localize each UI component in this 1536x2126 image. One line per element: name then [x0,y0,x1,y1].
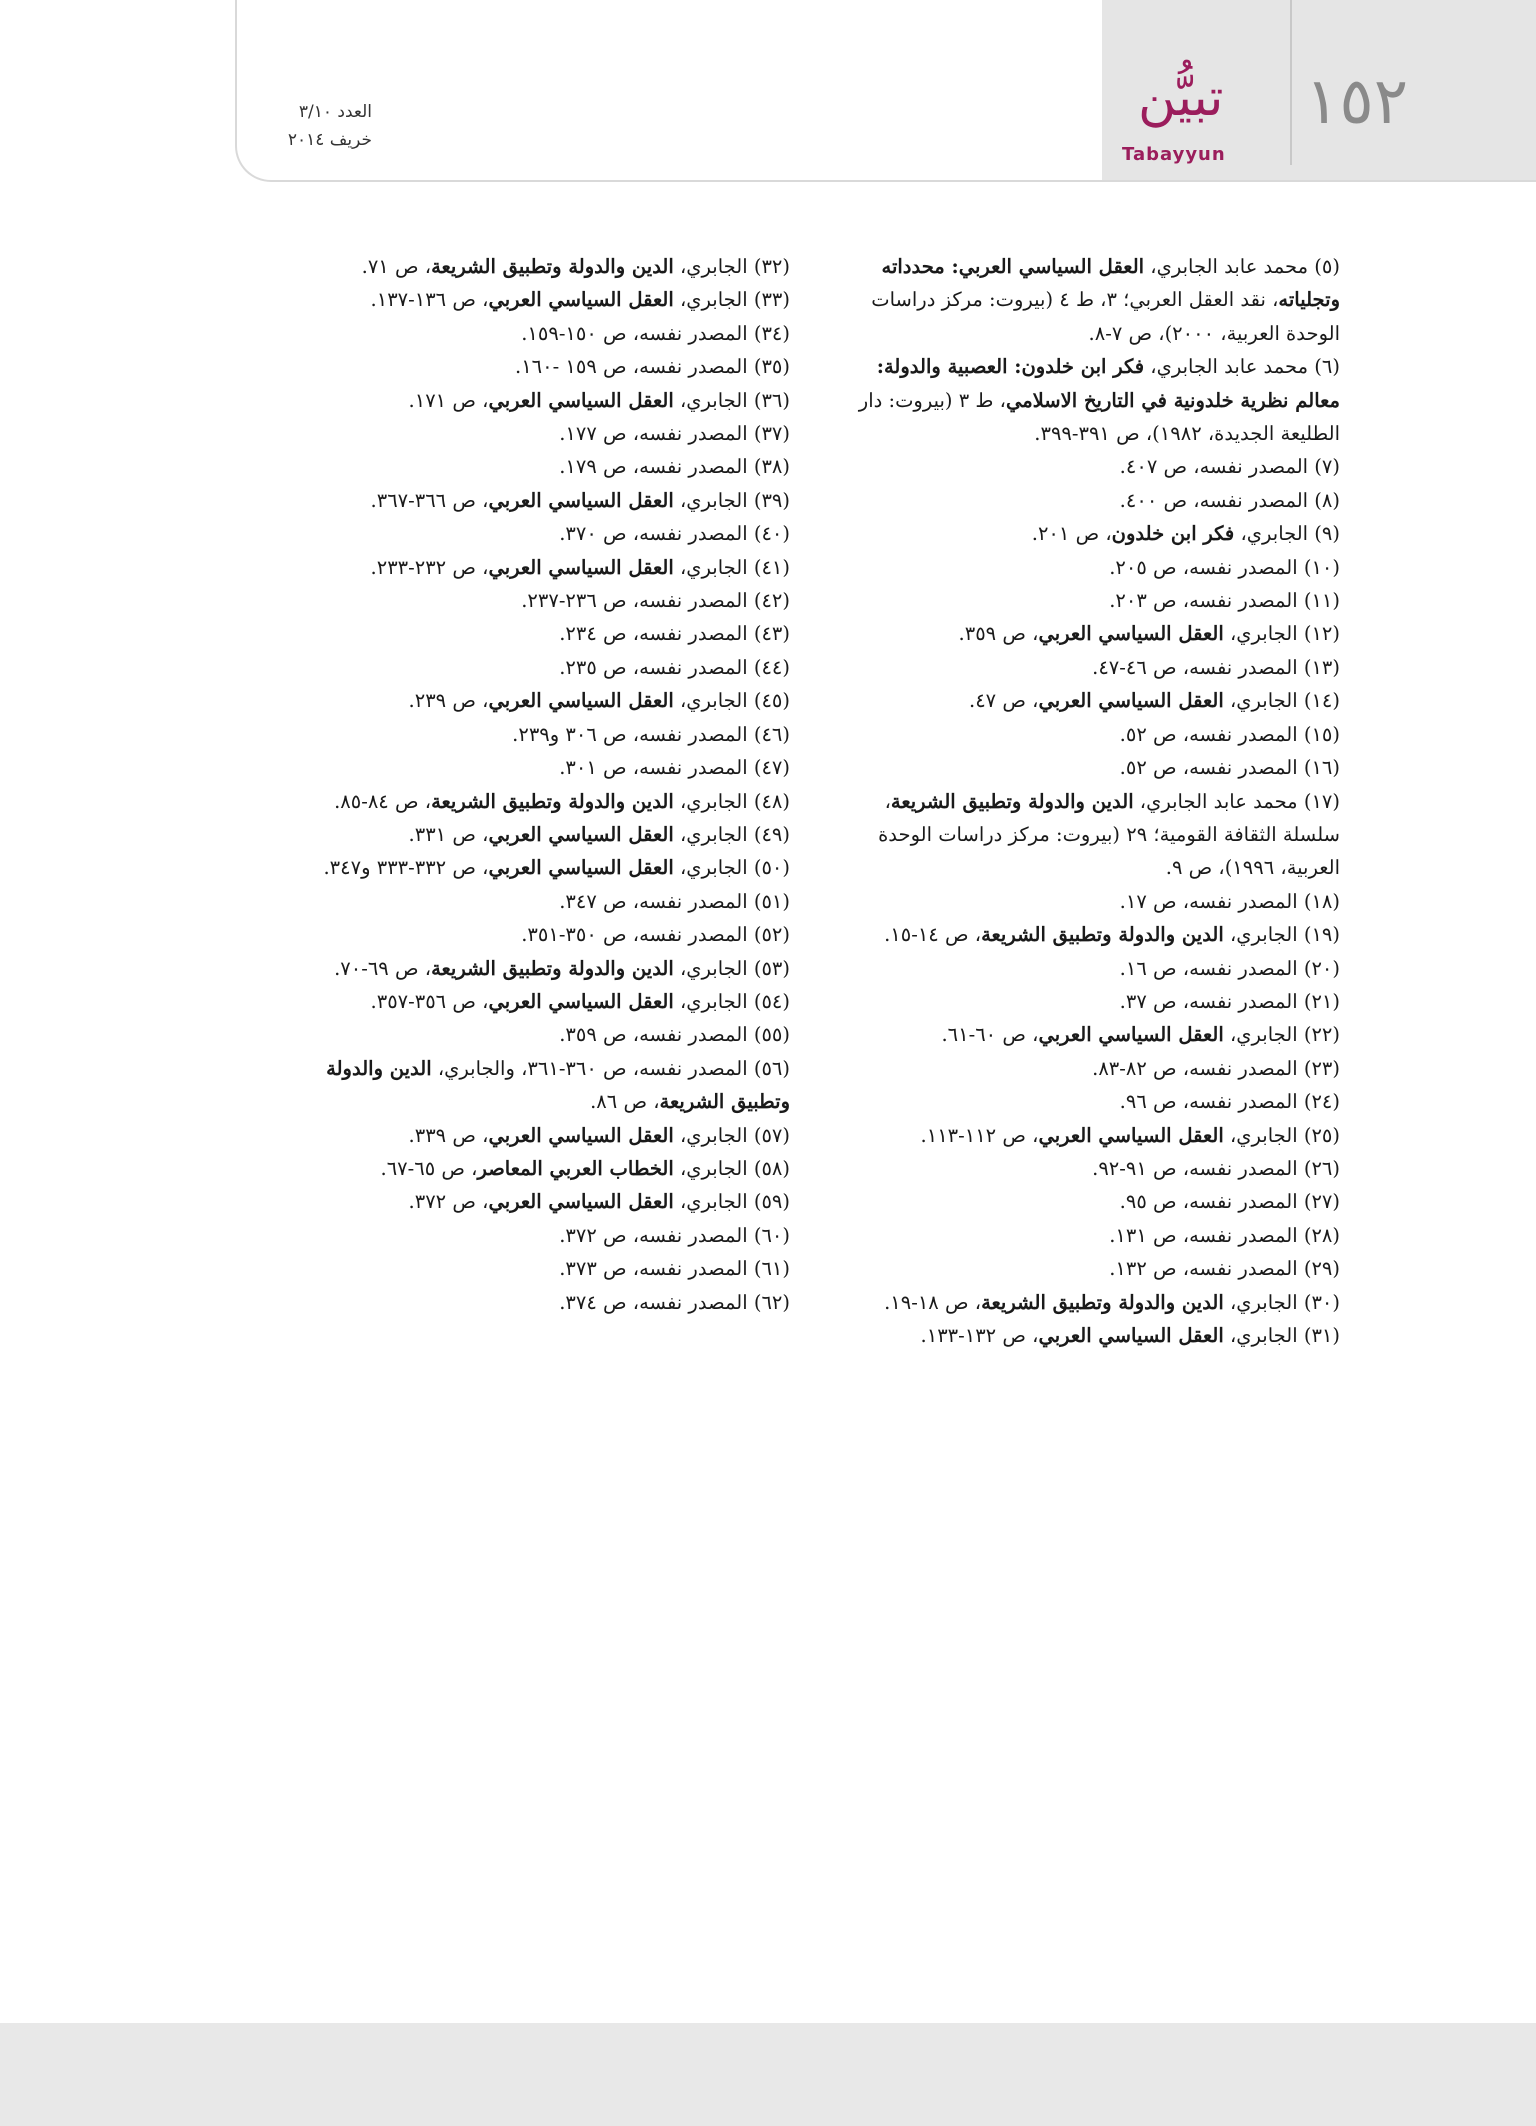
endnote-text: (٣٣) الجابري، [673,288,790,312]
endnote-title: العقل السياسي العربي [488,989,674,1013]
endnote [282,1252,790,1285]
endnote-text: ، ص ١١٢-١١٣. [920,1123,1039,1147]
endnote-title: العقل السياسي العربي [488,822,674,846]
endnote-text: (٤٠) المصدر نفسه، ص ٣٧٠. [559,522,790,546]
endnote-text: (٥٩) الجابري، [673,1190,790,1214]
endnote [835,1185,1340,1218]
endnote-text: (٢٨) المصدر نفسه، ص ١٣١. [1109,1223,1340,1247]
endnote [282,684,790,717]
endnote-title: العقل السياسي العربي [488,689,674,713]
endnote [835,1252,1340,1285]
endnote-text: (٥٨) الجابري، [673,1156,790,1180]
endnote [835,1085,1340,1118]
endnote [282,1185,790,1218]
endnote-text: (١٢) الجابري، [1223,622,1340,646]
endnote-title: الدين والدولة وتطبيق الشريعة [431,789,674,813]
endnote [282,918,790,951]
endnote-text: (٩) الجابري، [1234,522,1340,546]
endnote-text: ، ص ١٤-١٥. [884,923,982,947]
endnote [282,384,790,417]
endnote-title: الدين والدولة وتطبيق الشريعة [431,956,674,980]
endnote-title: العقل السياسي العربي [488,856,674,880]
endnote-text: (١٣) المصدر نفسه، ص ٤٦-٤٧. [1092,655,1340,679]
endnote [835,450,1340,483]
endnote [282,885,790,918]
endnote-text: ، ص ٧١. [361,255,432,278]
endnote-text: (٥٠) الجابري، [673,856,790,880]
endnote-text: ، ص ٣٣٢-٣٣٣ و٣٤٧. [323,856,489,880]
endnote-text: (٣٦) الجابري، [673,388,790,412]
endnote [282,484,790,517]
endnote-title: العقل السياسي العربي [1038,1324,1224,1347]
endnote [282,1018,790,1051]
endnote-text: (٣٥) المصدر نفسه، ص ١٥٩ -١٦٠. [514,355,790,379]
endnote-text: (٦) محمد عابد الجابري، [1144,355,1340,379]
endnote-text: (٤٨) الجابري، [673,789,790,813]
endnote-text: ، ص ٣٦٦-٣٦٧. [370,488,489,512]
issue-info [262,98,372,154]
endnote-text: ، ص ٣٥٦-٣٥٧. [370,989,489,1013]
endnote-title: فكر ابن خلدون [1111,522,1235,546]
endnote-text: ، ص ٢٣٢-٢٣٣. [370,555,489,579]
endnote-text: (٤٢) المصدر نفسه، ص ٢٣٦-٢٣٧. [521,589,790,613]
endnote-text: ، نقد العقل العربي؛ ٣، ط ٤ (بيروت: مركز دراسات الوحدة العربية، ٢٠٠٠)، ص ٧-٨. [871,288,1340,345]
endnote [835,918,1340,951]
endnote-text: (١١) المصدر نفسه، ص ٢٠٣. [1109,589,1340,613]
endnote-title: العقل السياسي العربي [488,288,674,312]
endnote-text: (٤٦) المصدر نفسه، ص ٣٠٦ و٢٣٩. [512,722,790,746]
endnote [835,684,1340,717]
endnote-text: (٤٤) المصدر نفسه، ص ٢٣٥. [559,655,790,679]
endnote [282,1152,790,1185]
endnote [282,1219,790,1252]
endnote-text: (٦١) المصدر نفسه، ص ٣٧٣. [559,1257,790,1281]
endnote-text: (٢٧) المصدر نفسه، ص ٩٥. [1119,1190,1340,1214]
endnote [282,417,790,450]
endnote [282,751,790,784]
endnote-text: (٣٧) المصدر نفسه، ص ١٧٧. [559,422,790,446]
logo-latin-text: Tabayyun [1122,144,1226,165]
endnote [835,785,1340,885]
endnote [835,1018,1340,1051]
endnote-text: (٢٢) الجابري، [1223,1023,1340,1047]
endnote [282,317,790,350]
endnote [835,952,1340,985]
endnote [282,818,790,851]
endnote [282,1052,790,1119]
endnote [835,1152,1340,1185]
endnote-text: (٥٢) المصدر نفسه، ص ٣٥٠-٣٥١. [521,923,790,947]
page-number: ١٥٢ [1305,65,1409,139]
endnote-text: (٣٢) الجابري، [673,255,790,278]
endnote [835,1319,1340,1352]
endnote [282,718,790,751]
endnote [282,985,790,1018]
endnote-title: الدين والدولة وتطبيق الشريعة [431,255,674,278]
endnote-text: (٥٥) المصدر نفسه، ص ٣٥٩. [559,1023,790,1047]
endnote-title: الدين والدولة وتطبيق الشريعة [981,1290,1224,1314]
endnote [282,584,790,617]
endnote [282,952,790,985]
endnote-text: ، ص ٣٣١. [408,822,489,846]
endnote-title: فكر ابن خلدون: العصبية والدولة: معالم نظرية خلدونية في التاريخ الاسلامي [876,355,1340,412]
endnote-text: (١٤) الجابري، [1223,689,1340,713]
endnote-title: العقل السياسي العربي: محدداته وتجلياته [881,255,1340,312]
endnote-text: (٧) المصدر نفسه، ص ٤٠٧. [1119,455,1340,479]
endnote [282,651,790,684]
endnote-text: (١٨) المصدر نفسه، ص ١٧. [1119,889,1340,913]
footer-band [0,2023,1536,2126]
endnote-text: ، ص ٢٠١. [1031,522,1112,546]
endnote-text: (٢٣) المصدر نفسه، ص ٨٢-٨٣. [1092,1056,1340,1080]
endnote-text: ، ص ١٣٦-١٣٧. [370,288,489,312]
endnote-title: العقل السياسي العربي [488,1123,674,1147]
endnote-title: الخطاب العربي المعاصر [477,1156,674,1180]
endnote-title: العقل السياسي العربي [1038,622,1224,646]
endnote-text: (٣٩) الجابري، [673,488,790,512]
endnote-text: (٣٤) المصدر نفسه، ص ١٥٠-١٥٩. [521,321,790,345]
endnote [835,517,1340,550]
endnote-text: ، ص ٨٤-٨٥. [334,789,432,813]
endnote-text: (٢٤) المصدر نفسه، ص ٩٦. [1119,1090,1340,1114]
endnote [835,551,1340,584]
endnote [282,450,790,483]
endnote-title: الدين والدولة وتطبيق الشريعة [326,1056,790,1114]
endnote-text: (٥٧) الجابري، [673,1123,790,1147]
endnote [282,551,790,584]
endnote-text: ، ص ٨٦. [590,1090,660,1114]
endnote-text: (٤٩) الجابري، [673,822,790,846]
endnote-title: العقل السياسي العربي [1038,1123,1224,1147]
endnote [282,851,790,884]
endnote-text: (٥) محمد عابد الجابري، [1144,255,1340,278]
issue-season: خريف ٢٠١٤ [287,130,372,150]
endnote-text: (١٧) محمد عابد الجابري، [1133,789,1340,813]
endnotes-column-left [282,250,790,1319]
endnote [835,718,1340,751]
tabayyun-logo [1120,68,1285,168]
endnote-text: (٢١) المصدر نفسه، ص ٣٧. [1119,989,1340,1013]
endnote-text: (٣١) الجابري، [1223,1324,1340,1347]
endnote [835,1219,1340,1252]
endnote [282,350,790,383]
endnote-text: (٢٩) المصدر نفسه، ص ١٣٢. [1109,1257,1340,1281]
endnote-text: (٥٣) الجابري، [673,956,790,980]
endnote [835,250,1340,350]
endnote-text: (٤٥) الجابري، [673,689,790,713]
endnote-text: (٣٨) المصدر نفسه، ص ١٧٩. [559,455,790,479]
endnote-text: (٤٧) المصدر نفسه، ص ٣٠١. [559,756,790,780]
endnote [835,1052,1340,1085]
endnote [282,517,790,550]
endnote [282,250,790,283]
endnote-text: (٦٢) المصدر نفسه، ص ٣٧٤. [559,1290,790,1314]
endnote-title: العقل السياسي العربي [488,555,674,579]
endnote-title: العقل السياسي العربي [488,1190,674,1214]
endnote-text: (٥٤) الجابري، [673,989,790,1013]
endnote [835,584,1340,617]
endnote [835,484,1340,517]
endnote-text: ، ص ١٧١. [408,388,489,412]
endnote-text: ، ص ٦٠-٦١. [941,1023,1039,1047]
endnote-text: (٢٠) المصدر نفسه، ص ١٦. [1119,956,1340,980]
endnote-title: العقل السياسي العربي [1038,1023,1224,1047]
endnote [282,785,790,818]
endnote-text: ، ص ١٣٢-١٣٣. [920,1324,1039,1347]
endnote [282,1119,790,1152]
endnote-text: (٢٦) المصدر نفسه، ص ٩١-٩٢. [1092,1156,1340,1180]
endnote [282,617,790,650]
endnote-text: ، ص ٦٩-٧٠. [334,956,432,980]
endnote [835,985,1340,1018]
endnote [835,885,1340,918]
endnote-title: الدين والدولة وتطبيق الشريعة [890,789,1134,813]
endnote-title: الدين والدولة وتطبيق الشريعة [981,923,1224,947]
endnote-title: العقل السياسي العربي [488,488,674,512]
header-divider [1290,0,1292,165]
endnote [835,350,1340,450]
issue-number: العدد ٣/١٠ [298,102,372,122]
endnote-text: ، ص ٦٥-٦٧. [380,1156,478,1180]
endnote-text: (٥١) المصدر نفسه، ص ٣٤٧. [559,889,790,913]
endnote-text: ، ص ٣٥٩. [958,622,1039,646]
endnote [282,1286,790,1319]
endnote-text: ، ط ٣ (بيروت: دار الطليعة الجديدة، ١٩٨٢)، ص ٣٩١-٣٩٩. [858,388,1340,446]
endnote-text: ، ص ٣٣٩. [408,1123,489,1147]
endnote [835,751,1340,784]
endnote-text: (١٩) الجابري، [1223,923,1340,947]
endnote-text: ، سلسلة الثقافة القومية؛ ٢٩ (بيروت: مركز دراسات الوحدة العربية، ١٩٩٦)، ص ٩. [878,789,1340,880]
endnote-text: (٣٠) الجابري، [1223,1290,1340,1314]
endnote [835,651,1340,684]
endnote-text: (٤١) الجابري، [673,555,790,579]
endnote-text: (٦٠) المصدر نفسه، ص ٣٧٢. [559,1223,790,1247]
endnote-text: (٨) المصدر نفسه، ص ٤٠٠. [1119,488,1340,512]
endnote-text: (٥٦) المصدر نفسه، ص ٣٦٠-٣٦١، والجابري، [431,1056,790,1080]
endnote-text: ، ص ٣٧٢. [408,1190,489,1214]
endnote-text: (١٦) المصدر نفسه، ص ٥٢. [1119,756,1340,780]
endnote-title: العقل السياسي العربي [1038,689,1224,713]
endnote-text: ، ص ٢٣٩. [408,689,489,713]
endnote [282,283,790,316]
endnote-text: ، ص ١٨-١٩. [884,1290,982,1314]
endnote-title: العقل السياسي العربي [488,388,674,412]
endnotes-column-right [835,250,1340,1352]
endnote [835,617,1340,650]
endnote [835,1119,1340,1152]
logo-arabic-text: تبيُّن [1138,68,1224,128]
endnote-text: (١٥) المصدر نفسه، ص ٥٢. [1119,722,1340,746]
endnote-text: (١٠) المصدر نفسه، ص ٢٠٥. [1109,555,1340,579]
endnote [835,1286,1340,1319]
endnote-text: ، ص ٤٧. [969,689,1039,713]
endnote-text: (٤٣) المصدر نفسه، ص ٢٣٤. [559,622,790,646]
endnote-text: (٢٥) الجابري، [1223,1123,1340,1147]
